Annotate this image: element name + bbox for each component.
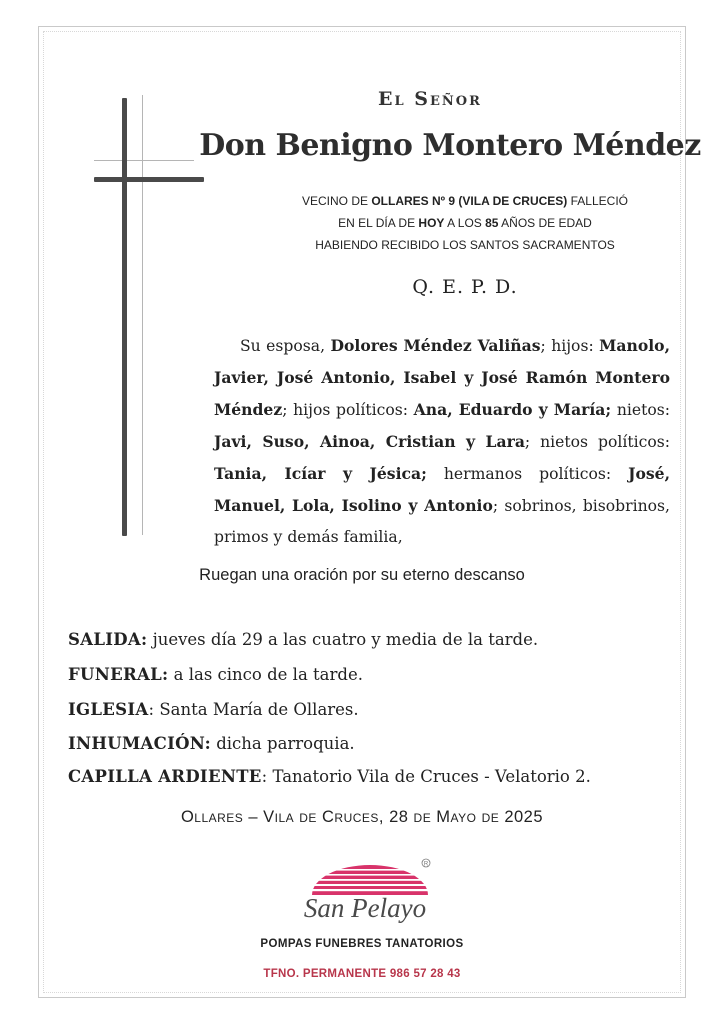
announcement-line-2: EN EL DÍA DE HOY A LOS 85 AÑOS DE EDAD [338, 216, 592, 230]
detail-iglesia: IGLESIA: Santa María de Ollares. [68, 700, 359, 719]
cross-icon [122, 98, 127, 536]
company-name: POMPAS FUNEBRES TANATORIOS [260, 938, 464, 950]
prayer-line: Ruegan una oración por su eterno descanso [199, 566, 525, 584]
announcement-block [220, 190, 710, 256]
place-date: Ollares – Vila de Cruces, 28 de Mayo de 2025 [180, 808, 544, 826]
announcement-line-3: HABIENDO RECIBIDO LOS SANTOS SACRAMENTOS [315, 238, 615, 252]
family-paragraph: Su esposa, Dolores Méndez Valiñas; hijos: Manolo, Javier, José Antonio, Isabel y José Ramón Montero Méndez; hijos políticos: Ana, Eduardo y María; nietos: Javi, Suso, Ainoa, Cristian y Lara; nietos políticos: Tania, Icíar y Jésica; hermanos políticos: José, Manuel, Lola, Isolino y Antonio; sobrinos, bisobrinos, primos y demás familia, [214, 336, 671, 546]
detail-capilla: CAPILLA ARDIENTE: Tanatorio Vila de Cruces - Velatorio 2. [68, 767, 591, 786]
detail-inhumacion: INHUMACIÓN: dicha parroquia. [68, 734, 355, 753]
registered-mark: R [423, 861, 429, 868]
deceased-name: Don Benigno Montero Méndez [199, 128, 701, 163]
logo-wordmark: San Pelayo [303, 893, 427, 923]
detail-funeral: FUNERAL: a las cinco de la tarde. [68, 665, 363, 684]
cross-shadow-vertical [142, 95, 143, 535]
detail-salida: SALIDA: jueves día 29 a las cuatro y media de la tarde. [68, 630, 539, 649]
qepd: Q. E. P. D. [412, 276, 518, 298]
announcement-line-1: VECINO DE OLLARES Nº 9 (VILA DE CRUCES) FALLECIÓ [301, 194, 628, 208]
title-line: El Señor [378, 88, 482, 110]
phone-line: TFNO. PERMANENTE 986 57 28 43 [263, 968, 461, 980]
cross-icon-bar [94, 177, 204, 182]
cross-shadow-horizontal [94, 160, 194, 161]
san-pelayo-logo [290, 855, 440, 935]
